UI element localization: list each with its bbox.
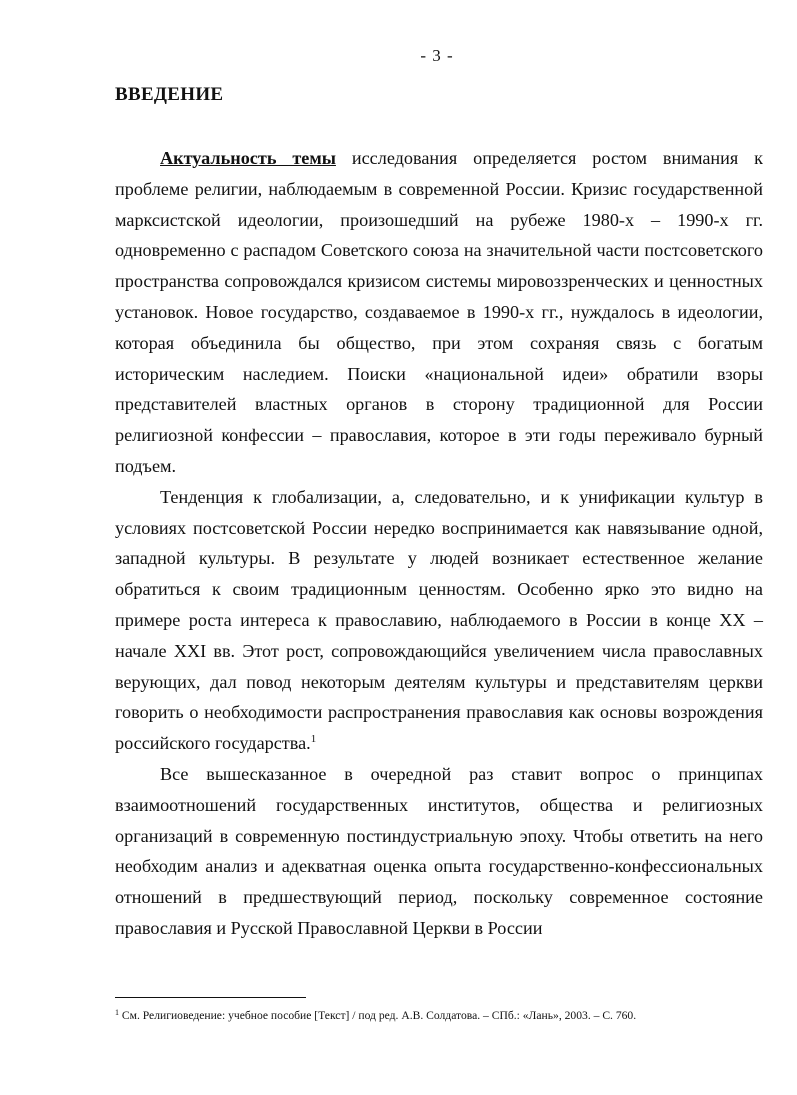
paragraph-1-text: исследования определяется ростом внимания к проблеме религии, наблюдаемым в современной России. Кризис государственной марксистской идеологии, произошедший на рубеже 1980-х – 1990-х гг. одновременно с распадом Советского союза на значительной части постсоветского пространства сопровождался кризисом системы мировоззренческих и ценностных установок. Новое государство, создаваемое в 1990-х гг., нуждалось в идеологии, которая объединила бы общество, при этом сохраняя связь с богатым историческим наследием. Поиски «национальной идеи» обратили взоры представителей властных органов в сторону традиционной для России религиозной конфессии – православия, которое в эти годы переживало бурный подъем. [115, 148, 763, 476]
paragraph-lead-term: Актуальность темы [160, 148, 336, 168]
footnote-reference: 1 [310, 733, 317, 746]
paragraph-1 [115, 143, 763, 482]
paragraph-2-text: Тенденция к глобализации, а, следовательно, и к унификации культур в условиях постсоветской России нередко воспринимается как навязывание одной, западной культуры. В результате у людей возникает естественное желание обратиться к своим традиционным ценностям. Особенно ярко это видно на примере роста интереса к православию, наблюдаемого в России в конце XX – начале XXI вв. Этот рост, сопровождающийся увеличением числа православных верующих, дал повод некоторым деятелям культуры и представителям церкви говорить о необходимости распространения православия как основы возрождения российского государства. [115, 486, 763, 754]
paragraph-3 [115, 759, 763, 944]
page-number: - 3 - [420, 46, 454, 65]
footnote-separator [115, 997, 306, 998]
body-text [115, 143, 763, 944]
footnote-text: См. Религиоведение: учебное пособие [Текст] / под ред. А.В. Солдатова. – СПб.: «Лань», 2003. – С. 760. [119, 1009, 637, 1022]
footnote-number: 1 [115, 1008, 119, 1017]
footnote [115, 1008, 765, 1024]
paragraph-3-text: Все вышесказанное в очередной раз ставит вопрос о принципах взаимоотношений государственных институтов, общества и религиозных организаций в современную постиндустриальную эпоху. Чтобы ответить на него необходим анализ и адекватная оценка опыта государственно-конфессиональных отношений в предшествующий период, поскольку современное состояние православия и Русской Православной Церкви в России [115, 763, 763, 938]
section-heading: ВВЕДЕНИЕ [115, 84, 224, 105]
paragraph-2 [115, 482, 763, 759]
